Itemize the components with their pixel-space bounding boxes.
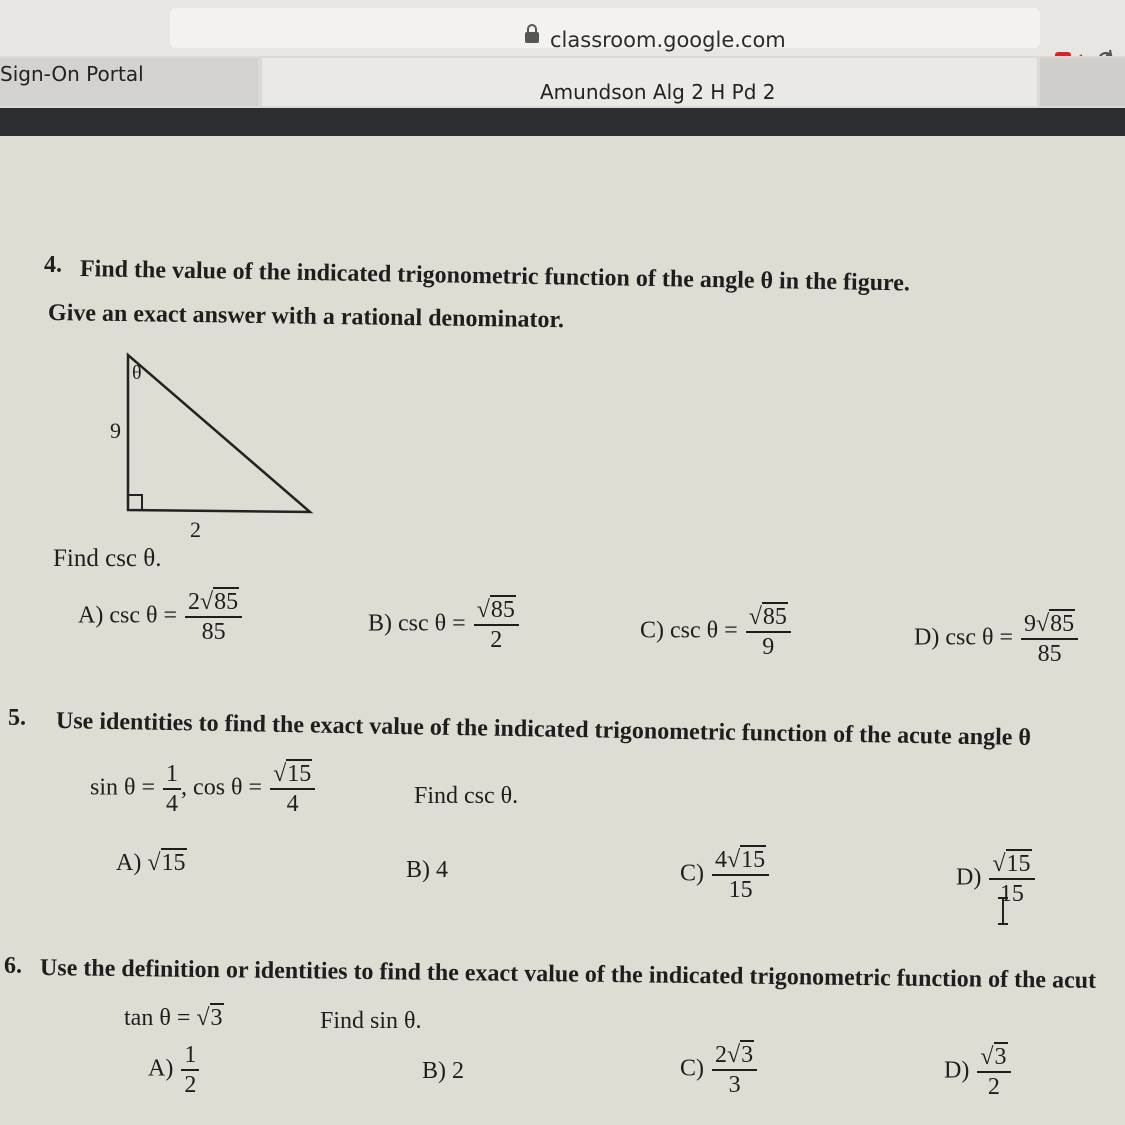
q5-choice-d[interactable]: D) $\frac{√15}{15}$ <box>956 852 1035 906</box>
tab-amundson-alg[interactable] <box>262 58 1037 106</box>
page-header-band <box>0 108 1125 138</box>
q6-given: tan θ = √3 <box>124 1005 223 1031</box>
tab-blank[interactable] <box>1040 58 1125 106</box>
q5-choice-b[interactable]: B) 4 <box>406 857 448 883</box>
q5-find: Find csc θ. <box>414 783 519 809</box>
choice-label: D) csc θ = <box>914 624 1013 651</box>
triangle-angle-label: θ <box>132 362 142 384</box>
q6-prompt: Use the definition or identities to find the exact value of the indicated trigonometric function of the acut <box>39 955 1097 994</box>
choice-fraction: $\frac{1}{2}$ <box>181 1043 199 1097</box>
q6-choice-b[interactable]: B) 2 <box>422 1058 464 1084</box>
q4-choice-c[interactable] <box>640 605 791 659</box>
choice-fraction: $\frac{√85}{9}$ <box>746 605 791 659</box>
q4-prompt-line2: Give an exact answer with a rational denominator. <box>47 300 565 334</box>
q6-find: Find sin θ. <box>320 1008 422 1034</box>
choice-fraction: $\frac{4√15}{15}$ <box>712 848 769 902</box>
q4-choice-b[interactable] <box>368 598 519 652</box>
q4-choice-d[interactable] <box>914 612 1078 666</box>
q6-choice-d[interactable]: D) $\frac{√3}{2}$ <box>944 1045 1011 1099</box>
triangle-figure <box>120 350 320 520</box>
sin-fraction: $\frac{1}{4}$ <box>163 762 181 816</box>
q5-prompt: Use identities to find the exact value of the indicated trigonometric function of the acute angle θ <box>55 708 1032 752</box>
url-text[interactable]: classroom.google.com <box>550 28 786 52</box>
q4-find: Find csc θ. <box>53 545 162 572</box>
cos-fraction: $\frac{√15}{4}$ <box>270 762 315 816</box>
q4-prompt-line1: Find the value of the indicated trigonometric function of the angle θ in the figure. <box>79 256 911 297</box>
choice-fraction: $\frac{2√85}{85}$ <box>185 590 242 644</box>
q5-given: sin θ = $\frac{1}{4}$ , cos θ = $\frac{√15}{4}$ <box>90 762 315 816</box>
q6-number: 6. <box>4 953 22 979</box>
q5-number: 5. <box>8 705 26 731</box>
tab-label: Amundson Alg 2 H Pd 2 <box>540 80 776 104</box>
q6-choice-a[interactable]: A) $\frac{1}{2}$ <box>148 1043 199 1097</box>
choice-label: B) csc θ = <box>368 610 466 637</box>
tab-sign-on-portal[interactable] <box>0 58 258 106</box>
q5-choice-c[interactable]: C) $\frac{4√15}{15}$ <box>680 848 769 902</box>
choice-fraction: $\frac{√15}{15}$ <box>989 852 1034 906</box>
q4-choice-a[interactable] <box>78 590 242 644</box>
tab-label: Sign-On Portal <box>0 62 144 86</box>
q4-number: 4. <box>44 252 62 278</box>
choice-fraction: $\frac{√3}{2}$ <box>977 1045 1010 1099</box>
text-cursor-icon <box>996 896 1010 926</box>
triangle-side-horizontal: 2 <box>190 517 201 542</box>
triangle-side-vertical: 9 <box>110 418 121 443</box>
lock-icon <box>524 24 540 44</box>
q6-choice-c[interactable]: C) $\frac{2√3}{3}$ <box>680 1043 757 1097</box>
choice-fraction: $\frac{9√85}{85}$ <box>1021 612 1078 666</box>
choice-label: C) csc θ = <box>640 617 738 644</box>
choice-label: A) csc θ = <box>78 602 177 629</box>
choice-fraction: $\frac{2√3}{3}$ <box>712 1043 757 1097</box>
choice-fraction: $\frac{√85}{2}$ <box>474 598 519 652</box>
q5-choice-a[interactable]: A) √15 <box>116 850 186 876</box>
